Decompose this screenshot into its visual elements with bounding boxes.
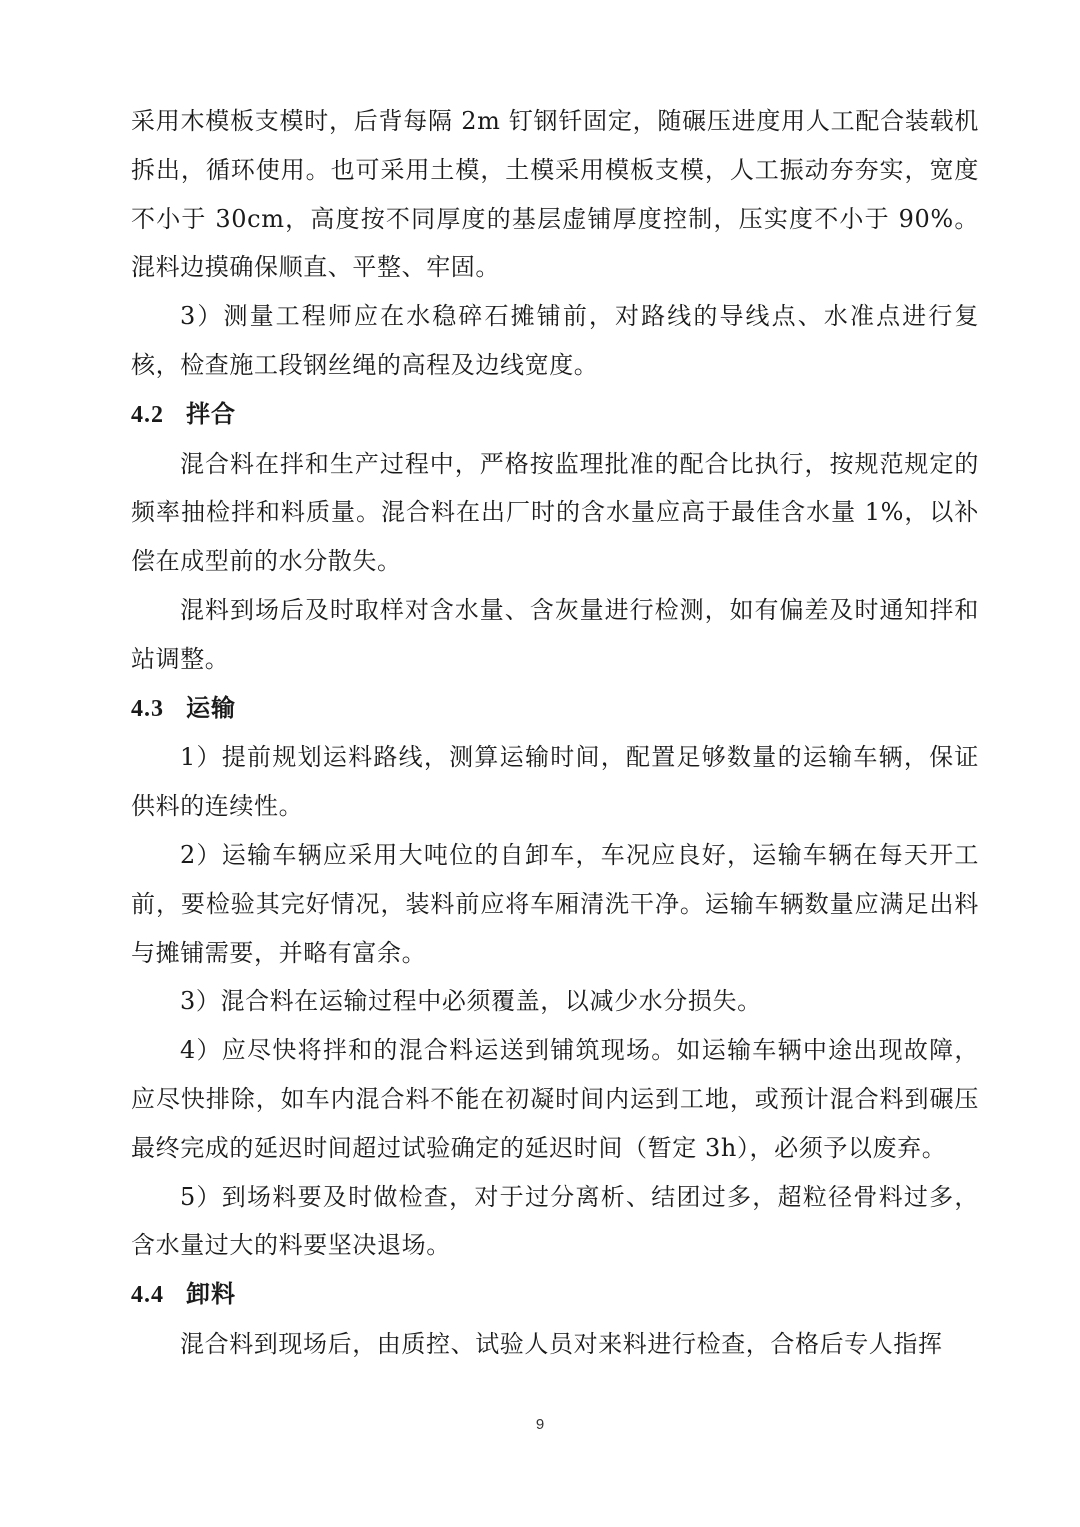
page-number: 9: [535, 1416, 545, 1433]
paragraph-transport-delay: 4）应尽快将拌和的混合料运送到铺筑现场。如运输车辆中途出现故障，应尽快排除，如车内混合料不能在初凝时间内运到工地，或预计混合料到碾压最终完成的延迟时间超过试验确定的延迟时间（暂定 3h），必须予以废弃。: [131, 1036, 979, 1162]
section-number: 4.4: [131, 1282, 164, 1309]
section-number: 4.3: [131, 695, 164, 722]
section-title: 卸料: [186, 1280, 236, 1309]
paragraph-transport-route: 1）提前规划运料路线，测算运输时间，配置足够数量的运输车辆，保证供料的连续性。: [131, 743, 979, 821]
paragraph-mixing-ratio: 混合料在拌和生产过程中，严格按监理批准的配合比执行，按规范规定的频率抽检拌和料质量。混合料在出厂时的含水量应高于最佳含水量 1%，以补偿在成型前的水分散失。: [131, 449, 979, 576]
section-heading-transport: [131, 684, 979, 734]
paragraph-transport-cover: 3）混合料在运输过程中必须覆盖，以减少水分损失。: [180, 987, 762, 1016]
section-number: 4.2: [131, 401, 164, 428]
section-title: 拌合: [186, 399, 236, 428]
paragraph-site-inspection: 5）到场料要及时做检查，对于过分离析、结团过多，超粒径骨料过多，含水量过大的料要坚决退场。: [131, 1182, 979, 1260]
paragraph-formwork: 采用木模板支模时，后背每隔 2m 钉钢钎固定，随碾压进度用人工配合装载机拆出，循环使用。也可采用土模，土模采用模板支模，人工振动夯夯实，宽度不小于 30cm，高度按不同厚度的基层虚铺厚度控制，压实度不小于 90%。混料边摸确保顺直、平整、牢固。: [131, 107, 979, 282]
section-heading-unloading: [131, 1270, 979, 1320]
paragraph-unloading: 混合料到现场后，由质控、试验人员对来料进行检查，合格后专人指挥: [180, 1329, 943, 1358]
page-body: [131, 97, 979, 1369]
section-title: 运输: [186, 693, 236, 722]
paragraph-sampling: 混料到场后及时取样对含水量、含灰量进行检测，如有偏差及时通知拌和站调整。: [131, 595, 979, 673]
section-heading-mixing: [131, 390, 979, 440]
paragraph-transport-vehicles: 2）运输车辆应采用大吨位的自卸车，车况应良好，运输车辆在每天开工前，要检验其完好情况，装料前应将车厢清洗干净。运输车辆数量应满足出料与摊铺需要，并略有富余。: [131, 840, 979, 967]
paragraph-survey-check: 3）测量工程师应在水稳碎石摊铺前，对路线的导线点、水准点进行复核，检查施工段钢丝绳的高程及边线宽度。: [131, 302, 979, 379]
